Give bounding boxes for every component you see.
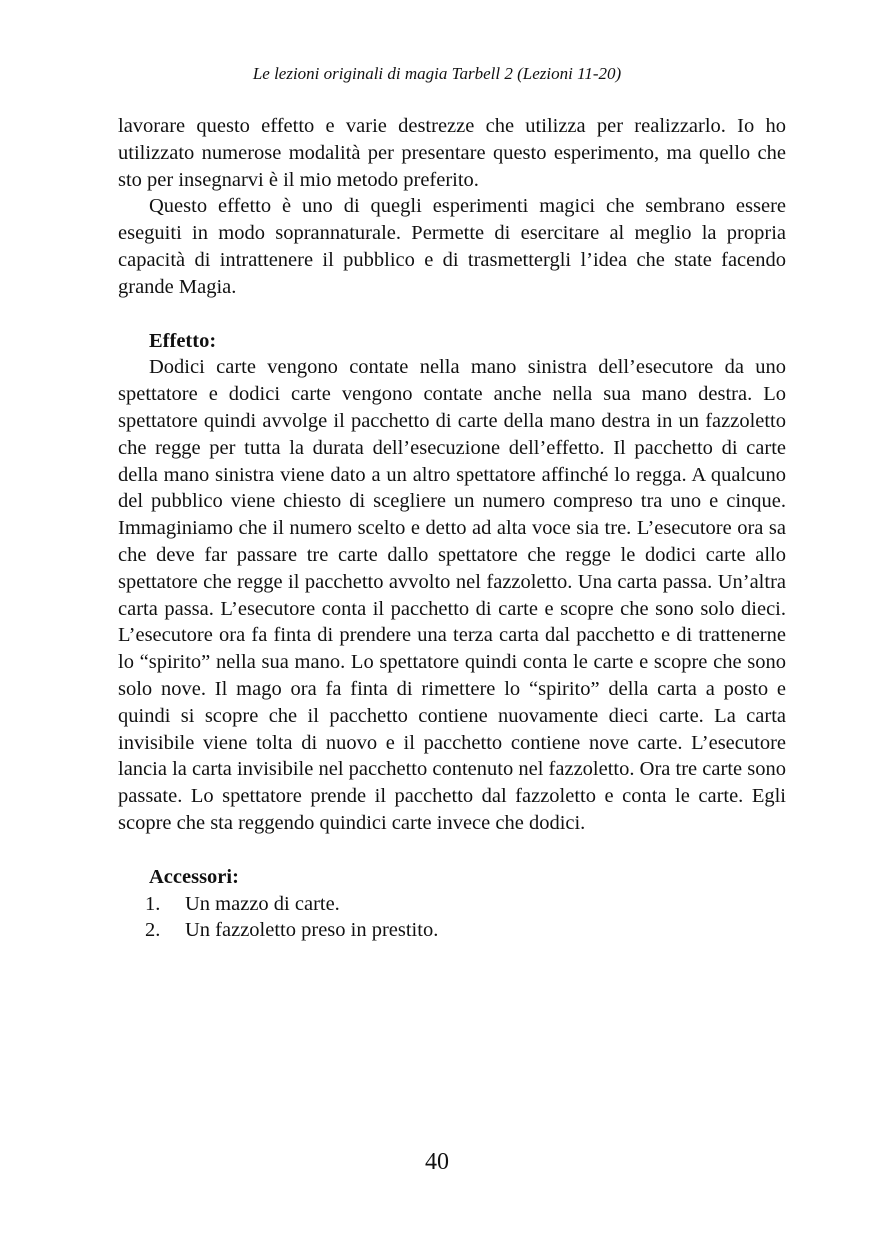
list-item-number: 1. [145, 892, 161, 915]
accessori-list [118, 891, 786, 945]
list-item-text: Un fazzoletto preso in prestito. [185, 919, 439, 942]
list-item [118, 917, 786, 944]
intro-paragraph: Questo effetto è uno di quegli esperimenti magici che sembrano essere eseguiti in modo soprannaturale. Permette di esercitare al meglio la propria capacità di intrattenere il pubblico e di trasmettergli l’idea che state facendo grande Magia. [118, 195, 786, 298]
page-body [118, 113, 786, 944]
section-heading-effetto: Effetto: [149, 329, 217, 352]
intro-paragraph-continued: lavorare questo effetto e varie destrezze che utilizza per realizzarlo. Io ho utilizzato numerose modalità per presentare questo esperimento, ma quello che sto per insegnarvi è il mio metodo preferito. [118, 115, 786, 191]
list-item-number: 2. [145, 919, 161, 942]
running-header: Le lezioni originali di magia Tarbell 2 (Lezioni 11-20) [252, 64, 622, 83]
section-heading-accessori: Accessori: [149, 865, 239, 888]
effetto-paragraph: Dodici carte vengono contate nella mano sinistra dell’esecutore da uno spettatore e dodici carte vengono contate anche nella sua mano destra. Lo spettatore quindi avvolge il pacchetto di carte della mano destra in un fazzoletto che regge per tutta la durata dell’esecuzione dell’effetto. Il pacchetto di carte della mano sinistra viene dato a un altro spettatore affinché lo regga. A qualcuno del pubblico viene chiesto di scegliere un numero compreso tra uno e cinque. Immaginiamo che il numero scelto e detto ad alta voce sia tre. L’esecutore ora sa che deve far passare tre carte dallo spettatore che regge le dodici carte allo spettatore che regge il pacchetto avvolto nel fazzoletto. Una carta passa. Un’altra carta passa. L’esecutore conta il pacchetto di carte e scopre che sono solo dieci. L’esecutore ora fa finta di prendere una terza carta dal pacchetto e di trattenerne lo “spirito” nella sua mano. Lo spettatore quindi conta le carte e scopre che sono solo nove. Il mago ora fa finta di rimettere lo “spirito” della carta a posto e quindi si scopre che il pacchetto contiene nuovamente dieci carte. La carta invisibile viene tolta di nuovo e il pacchetto contiene nove carte. L’esecutore lancia la carta invisibile nel pacchetto contenuto nel fazzoletto. Ora tre carte sono passate. Lo spettatore prende il pacchetto dal fazzoletto e conta le carte. Egli scopre che sta reggendo quindici carte invece che dodici. [118, 356, 786, 834]
page-number: 40 [425, 1149, 449, 1175]
list-item-text: Un mazzo di carte. [185, 892, 340, 915]
list-item [118, 891, 786, 918]
